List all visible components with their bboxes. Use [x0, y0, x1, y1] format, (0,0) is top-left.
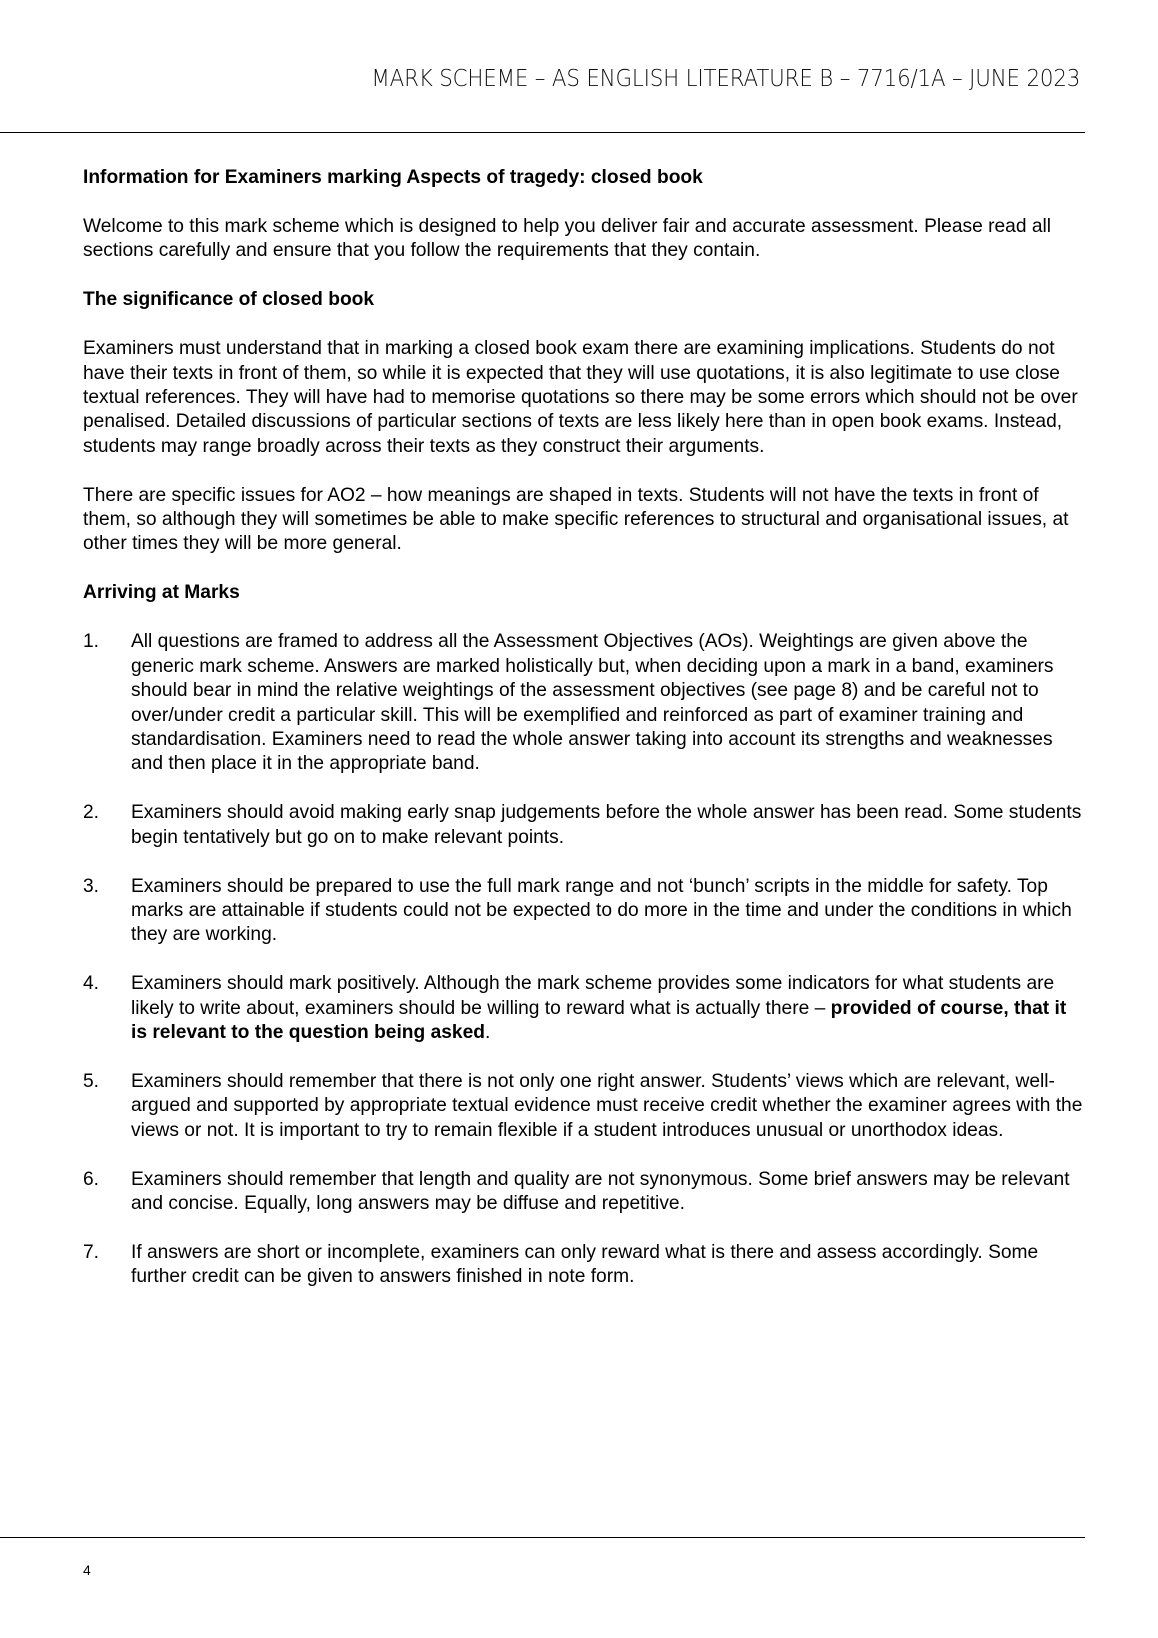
info-heading: Information for Examiners marking Aspects of tragedy: closed book	[83, 167, 703, 188]
list-item	[83, 1168, 1083, 1217]
list-item-number: 2.	[83, 802, 100, 824]
list-item-text: Examiners should mark positively. Although the mark scheme provides some indicators for what students are likely to write about, examiners should be willing to reward what is actually there –	[131, 973, 1055, 1019]
page-number: 4	[83, 1562, 91, 1578]
significance-paragraph-1: Examiners must understand that in marking a closed book exam there are examining implications. Students do not have their texts in front of them, so while it is expected that they will use quotations, it is also legitimate to use close textual references. They will have had to memorise quotations so there may be some errors which should not be over penalised. Detailed discussions of particular sections of texts are less likely here than in open book exams. Instead, students may range broadly across their texts as they construct their arguments.	[83, 338, 1078, 457]
document-header-title: MARK SCHEME – AS ENGLISH LITERATURE B – 7716/1A – JUNE 2023	[371, 66, 1080, 92]
list-item-trailing: .	[485, 1022, 491, 1044]
significance-heading: The significance of closed book	[83, 289, 375, 311]
list-item-emphasis: provided of course, that it is relevant to the question being asked	[131, 997, 1067, 1044]
list-item-text: If answers are short or incomplete, examiners can only reward what is there and assess accordingly. Some further credit can be given to answers finished in note form.	[131, 1242, 1039, 1288]
list-item	[83, 630, 1083, 776]
list-item-number: 6.	[83, 1168, 100, 1190]
info-section	[83, 166, 1083, 264]
welcome-paragraph: Welcome to this mark scheme which is designed to help you deliver fair and accurate assessment. Please read all sections carefully and ensure that you follow the requirements that they contain.	[83, 215, 1052, 262]
list-item-text: Examiners should remember that length and quality are not synonymous. Some brief answers may be relevant and concise. Equally, long answers may be diffuse and repetitive.	[131, 1168, 1070, 1215]
significance-paragraph-2: There are specific issues for AO2 – how meanings are shaped in texts. Students will not have the texts in front of them, so although they will sometimes be able to make specific references to structural and organisational issues, at other times they will be more general.	[83, 484, 1069, 555]
arriving-section	[83, 581, 1083, 1289]
list-item-number: 3.	[83, 875, 100, 897]
list-item-text: All questions are framed to address all the Assessment Objectives (AOs). Weightings are given above the generic mark scheme. Answers are marked holistically but, when deciding upon a mark in a band, examiners should bear in mind the relative weightings of the assessment objectives (see page 8) and be careful not to over/under credit a particular skill. This will be exemplified and reinforced as part of examiner training and standardisation. Examiners need to read the whole answer taking into account its strengths and weaknesses and then place it in the appropriate band.	[131, 631, 1054, 775]
list-item	[83, 1070, 1083, 1143]
list-item-number: 7.	[83, 1242, 100, 1263]
page-content	[83, 166, 1083, 1314]
list-item-text: Examiners should be prepared to use the full mark range and not ‘bunch’ scripts in the middle for safety. Top marks are attainable if students could not be expected to do more in the time and under the conditions in which they are working.	[131, 875, 1072, 946]
footer-divider	[0, 1537, 1085, 1538]
list-item	[83, 972, 1083, 1045]
list-item-text: Examiners should avoid making early snap judgements before the whole answer has been read. Some students begin tentatively but go on to make relevant points.	[131, 802, 1082, 848]
list-item-number: 5.	[83, 1070, 100, 1092]
list-item	[83, 875, 1083, 948]
list-item	[83, 801, 1083, 850]
arriving-heading: Arriving at Marks	[83, 582, 240, 604]
list-item-text: Examiners should remember that there is not only one right answer. Students’ views which are relevant, well-argued and supported by appropriate textual evidence must receive credit whether the examiner agrees with the views or not. It is important to try to remain flexible if a student introduces unusual or unorthodox ideas.	[131, 1070, 1083, 1141]
marking-guidelines-list	[83, 630, 1083, 1290]
list-item-number: 4.	[83, 973, 100, 995]
list-item	[83, 1241, 1083, 1290]
list-item-number: 1.	[83, 631, 100, 653]
significance-section	[83, 288, 1083, 557]
header-divider	[0, 132, 1085, 133]
